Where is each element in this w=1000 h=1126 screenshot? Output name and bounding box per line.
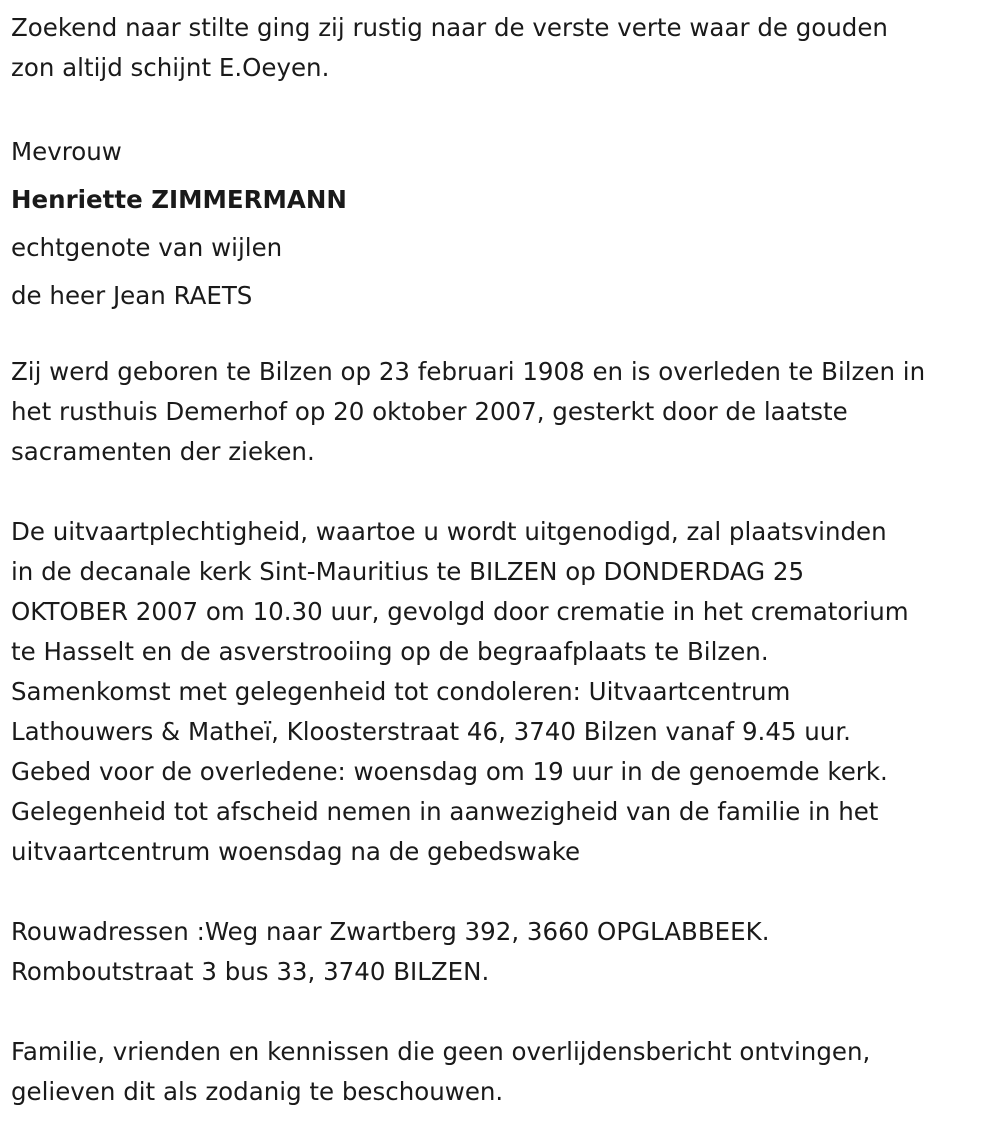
address-line: Romboutstraat 3 bus 33, 3740 BILZEN. [11, 957, 490, 986]
paragraph-line: sacramenten der zieken. [11, 437, 315, 466]
honorific: Mevrouw [11, 137, 122, 166]
paragraph-line: te Hasselt en de asverstrooiing op de begraafplaats te Bilzen. [11, 637, 769, 666]
paragraph-line: Samenkomst met gelegenheid tot condoleren: Uitvaartcentrum [11, 677, 791, 706]
deceased-name: Henriette ZIMMERMANN [11, 185, 347, 214]
paragraph-line: Gebed voor de overledene: woensdag om 19 uur in de genoemde kerk. [11, 757, 888, 786]
quote-line: zon altijd schijnt E.Oeyen. [11, 53, 330, 82]
paragraph-line: uitvaartcentrum woensdag na de gebedswake [11, 837, 581, 866]
obituary-notice [11, 8, 996, 1112]
paragraph-line: in de decanale kerk Sint-Mauritius te BILZEN op DONDERDAG 25 [11, 557, 805, 586]
paragraph-line: OKTOBER 2007 om 10.30 uur, gevolgd door crematie in het crematorium [11, 597, 909, 626]
deceased-header [11, 128, 996, 320]
paragraph-line: Gelegenheid tot afscheid nemen in aanwezigheid van de familie in het [11, 797, 879, 826]
funeral-paragraph [11, 512, 996, 872]
closing-line: Familie, vrienden en kennissen die geen overlijdensbericht ontvingen, [11, 1037, 871, 1066]
birth-death-paragraph [11, 352, 996, 472]
paragraph-line: Zij werd geboren te Bilzen op 23 februari 1908 en is overleden te Bilzen in [11, 357, 926, 386]
closing-note [11, 1032, 996, 1112]
opening-quote [11, 8, 996, 88]
paragraph-line: het rusthuis Demerhof op 20 oktober 2007, gesterkt door de laatste [11, 397, 848, 426]
mourning-addresses [11, 912, 996, 992]
paragraph-line: De uitvaartplechtigheid, waartoe u wordt uitgenodigd, zal plaatsvinden [11, 517, 887, 546]
quote-line: Zoekend naar stilte ging zij rustig naar de verste verte waar de gouden [11, 13, 888, 42]
paragraph-line: Lathouwers & Matheï, Kloosterstraat 46, 3740 Bilzen vanaf 9.45 uur. [11, 717, 851, 746]
address-line: Rouwadressen :Weg naar Zwartberg 392, 3660 OPGLABBEEK. [11, 917, 770, 946]
relation-text: echtgenote van wijlen [11, 233, 283, 262]
spouse-name: de heer Jean RAETS [11, 281, 253, 310]
closing-line: gelieven dit als zodanig te beschouwen. [11, 1077, 504, 1106]
